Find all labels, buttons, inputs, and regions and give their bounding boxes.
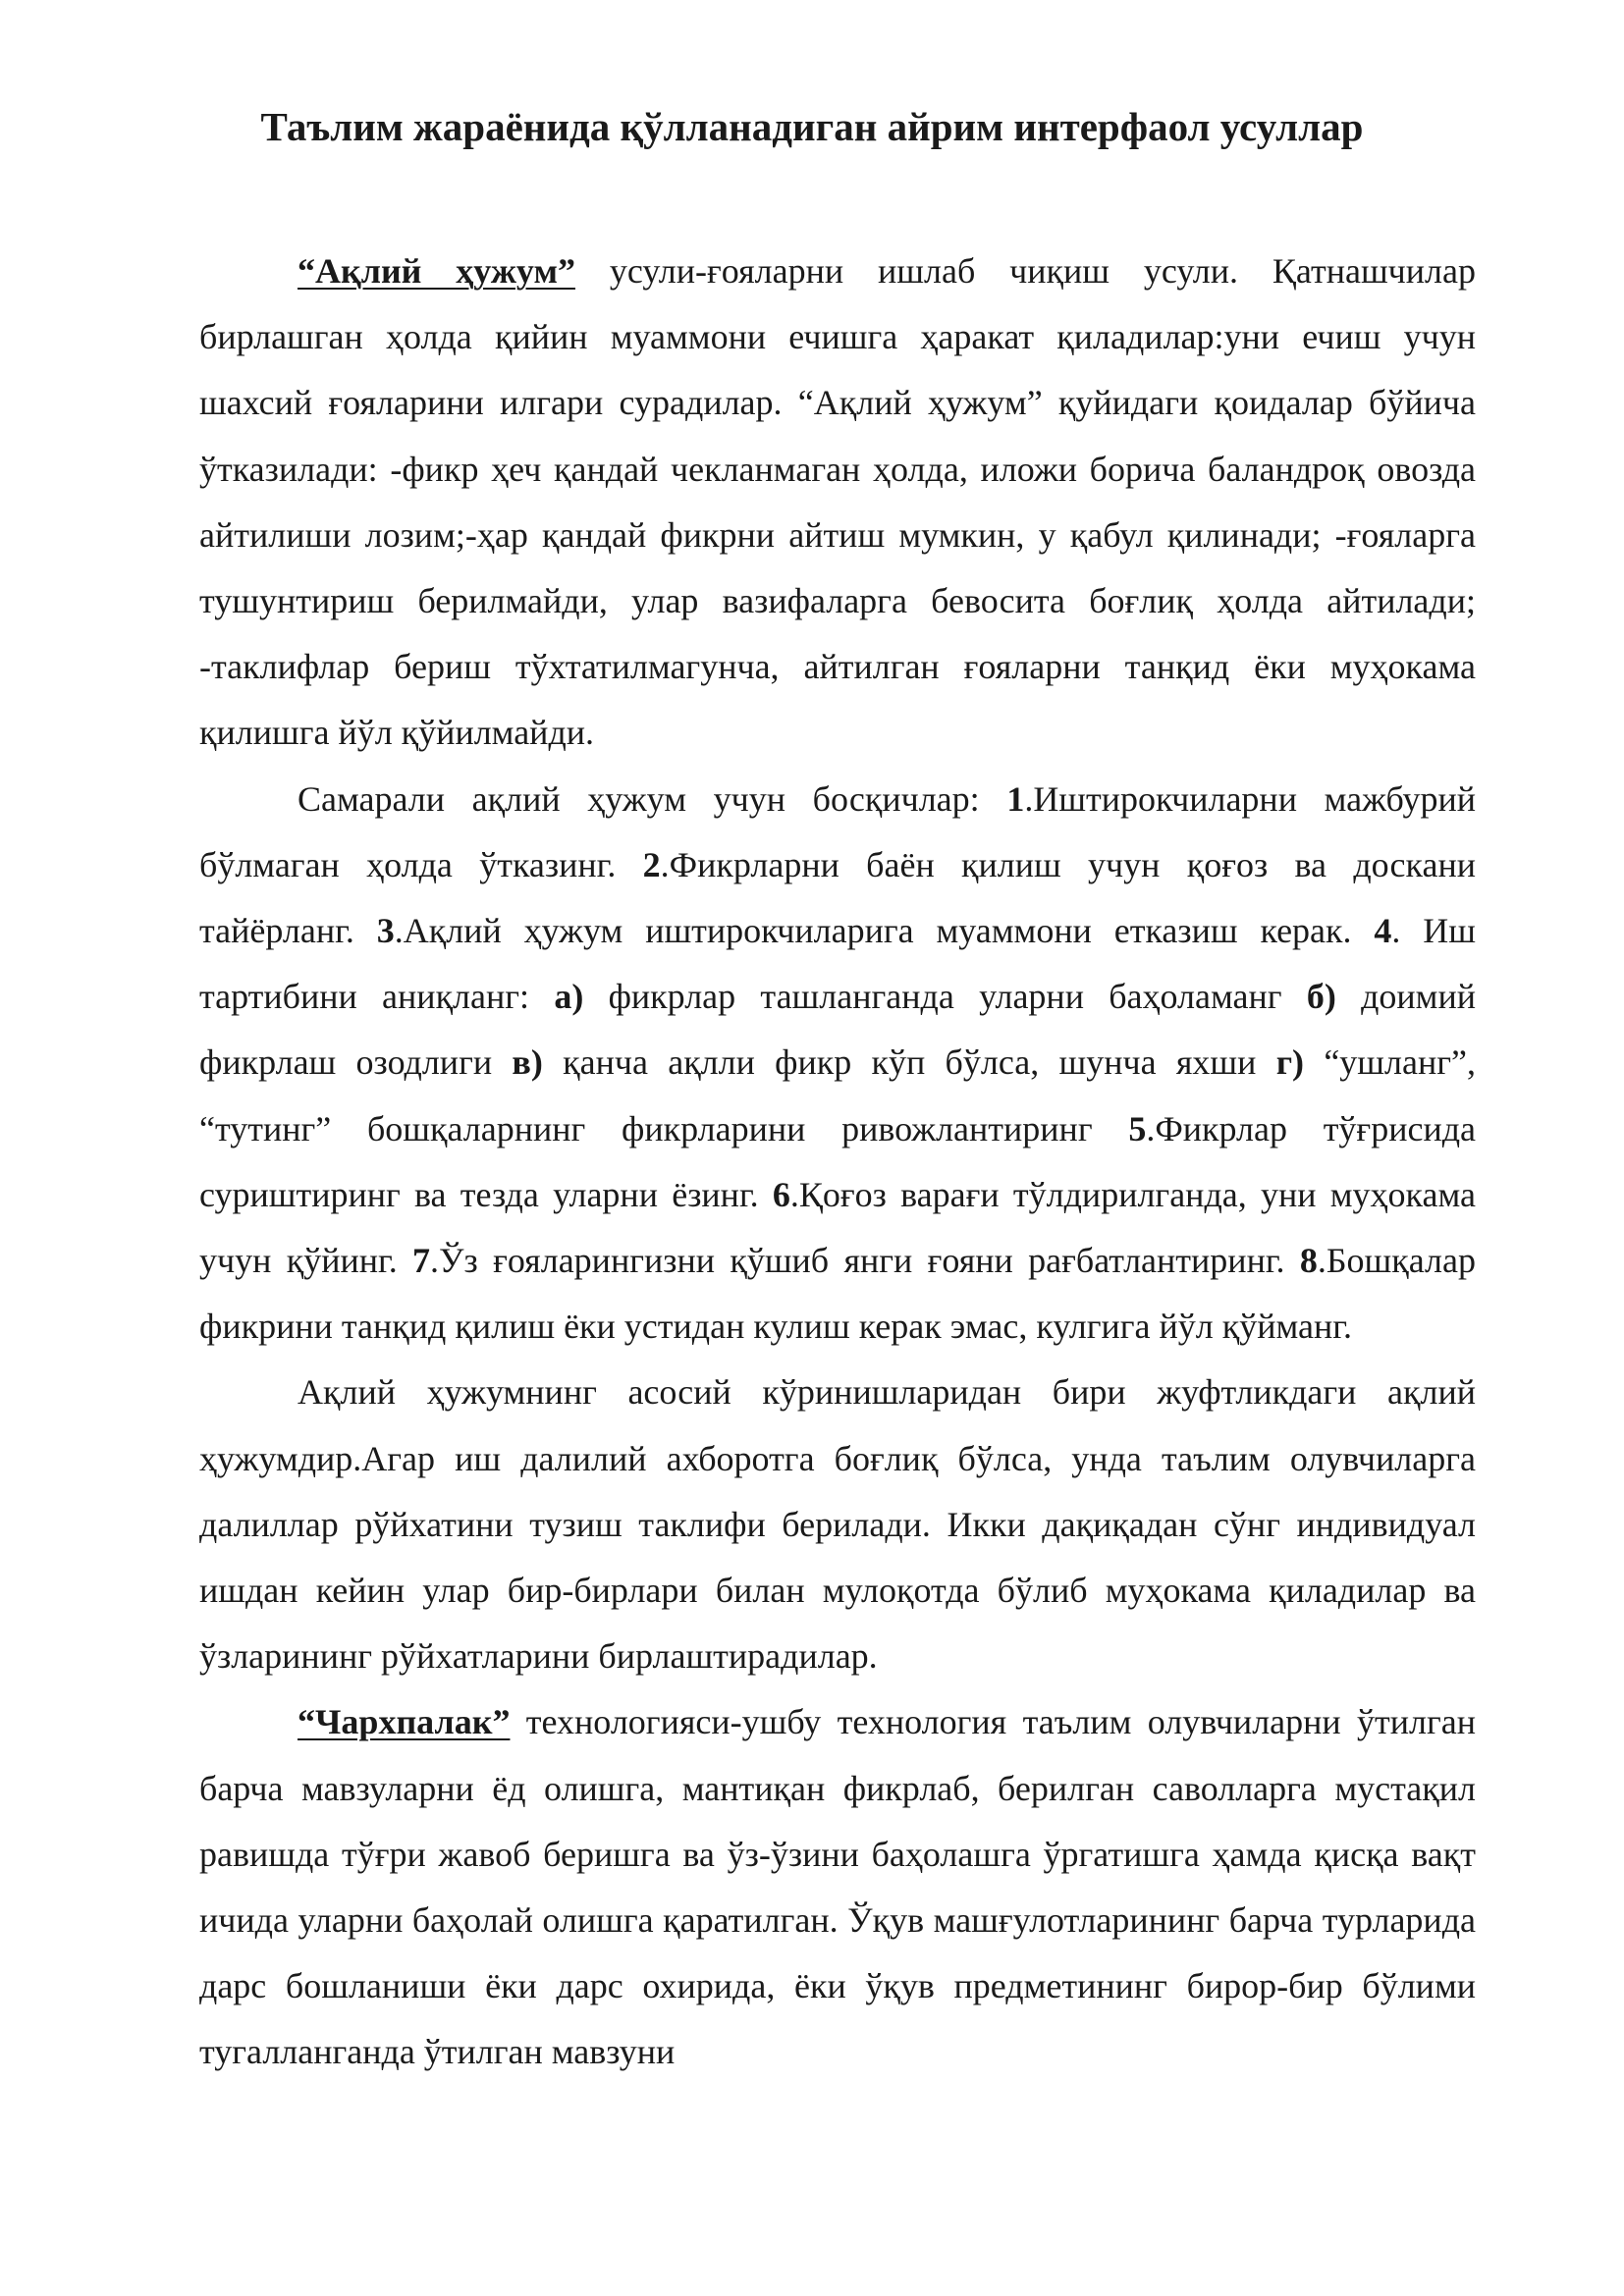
paragraph-steps (199, 767, 1476, 1361)
paragraph-brainstorm-text: усули-ғояларни ишлаб чиқиш усули. Қатнашчилар бирлашган ҳолда қийин муаммони ечишга ҳаракат қиладилар:уни ечиш учун шахсий ғояларини илгари сурадилар. “Ақлий ҳужум” қуйидаги қоидалар бўйича ўтказилади: -фикр ҳеч қандай чекланмаган ҳолда, иложи борича баландроқ овозда айтилиши лозим;-ҳар қандай фикрни айтиш мумкин, у қабул қилинади; -ғояларга тушунтириш берилмайди, улар вазифаларга бевосита боғлиқ ҳолда айтилади; -таклифлар бериш тўхтатилмагунча, айтилган ғояларни танқид ёки муҳокама қилишга йўл қўйилмайди. (199, 251, 1476, 753)
step-number-4: 4 (1374, 911, 1392, 951)
step-number-2: 2 (642, 844, 661, 884)
paragraph-pair-brainstorm: Ақлий ҳужумнинг асосий кўринишларидан бири жуфтликдаги ақлий ҳужумдир.Агар иш далилий ахборотга боғлиқ бўлса, унда таълим олувчиларга далиллар рўйхатини тузиш таклифи берилади. Икки дақиқадан сўнг индивидуал ишдан кейин улар бир-бирлари билан мулоқотда бўлиб муҳокама қиладилар ва ўзларининг рўйхатларини бирлаштирадилар. (199, 1372, 1476, 1677)
step-text-2: .Фикрларни баён қилиш учун қоғоз ва доскани тайёрланг. (199, 844, 1476, 951)
sub-label-v: в) (512, 1042, 543, 1083)
step-text-7: .Ўз ғояларингизни қўшиб янги ғояни рағбатлантиринг. (430, 1241, 1300, 1281)
step-text-8: .Бошқалар фикрини танқид қилиш ёки устидан кулиш керак эмас, кулгига йўл қўйманг. (199, 1241, 1476, 1347)
term-charkhpalak: “Чархпалак” (298, 1702, 511, 1742)
document-body (199, 239, 1476, 2086)
step-text-1: .Иштирокчиларни мажбурий бўлмаган ҳолда ўтказинг. (199, 778, 1476, 884)
sub-label-a: а) (554, 977, 584, 1017)
term-brainstorm: “Ақлий ҳужум” (298, 251, 575, 291)
steps-intro: Самарали ақлий ҳужум учун босқичлар: (298, 778, 1007, 819)
sub-text-g: “ушланг”, “тутинг” бошқаларнинг фикрларини ривожлантиринг (199, 1042, 1476, 1148)
document-title: Таълим жараёнида қўлланадиган айрим интерфаол усуллар (260, 104, 1364, 149)
sub-text-a: фикрлар ташланганда уларни баҳоламанг (583, 977, 1307, 1017)
step-text-3: .Ақлий ҳужум иштирокчиларига муаммони етказиш керак. (394, 911, 1375, 951)
step-text-4: . Иш тартибини аниқланг: (199, 911, 1477, 1017)
step-number-1: 1 (1006, 778, 1025, 819)
sub-text-v: қанча ақлли фикр кўп бўлса, шунча яхши (542, 1042, 1276, 1083)
paragraph-brainstorm (199, 239, 1476, 767)
sub-label-b: б) (1306, 977, 1336, 1017)
step-text-5: .Фикрлар тўғрисида суриштиринг ва тезда уларни ёзинг. (199, 1108, 1477, 1214)
sub-label-g: г) (1275, 1042, 1305, 1083)
paragraph-charkhpalak (199, 1689, 1476, 2085)
step-number-3: 3 (376, 911, 395, 951)
step-number-6: 6 (772, 1174, 790, 1214)
step-number-8: 8 (1299, 1241, 1318, 1281)
sub-text-b: доимий фикрлаш озодлиги (199, 977, 1476, 1083)
paragraph-charkhpalak-text: технологияси-ушбу технология таълим олувчиларни ўтилган барча мавзуларни ёд олишга, мантиқан фикрлаб, берилган саволларга мустақил равишда тўғри жавоб беришга ва ўз-ўзини баҳолашга ўргатишга ҳамда қисқа вақт ичида уларни баҳолай олишга қаратилган. Ўқув машғулотларининг барча турларида дарс бошланиши ёки дарс охирида, ёки ўқув предметининг бирор-бир бўлими тугалланганда ўтилган мавзуни (199, 1702, 1476, 2072)
step-number-7: 7 (412, 1241, 431, 1281)
step-number-5: 5 (1128, 1108, 1147, 1148)
step-text-6: .Қоғоз варағи тўлдирилганда, уни муҳокама учун қўйинг. (199, 1174, 1476, 1281)
